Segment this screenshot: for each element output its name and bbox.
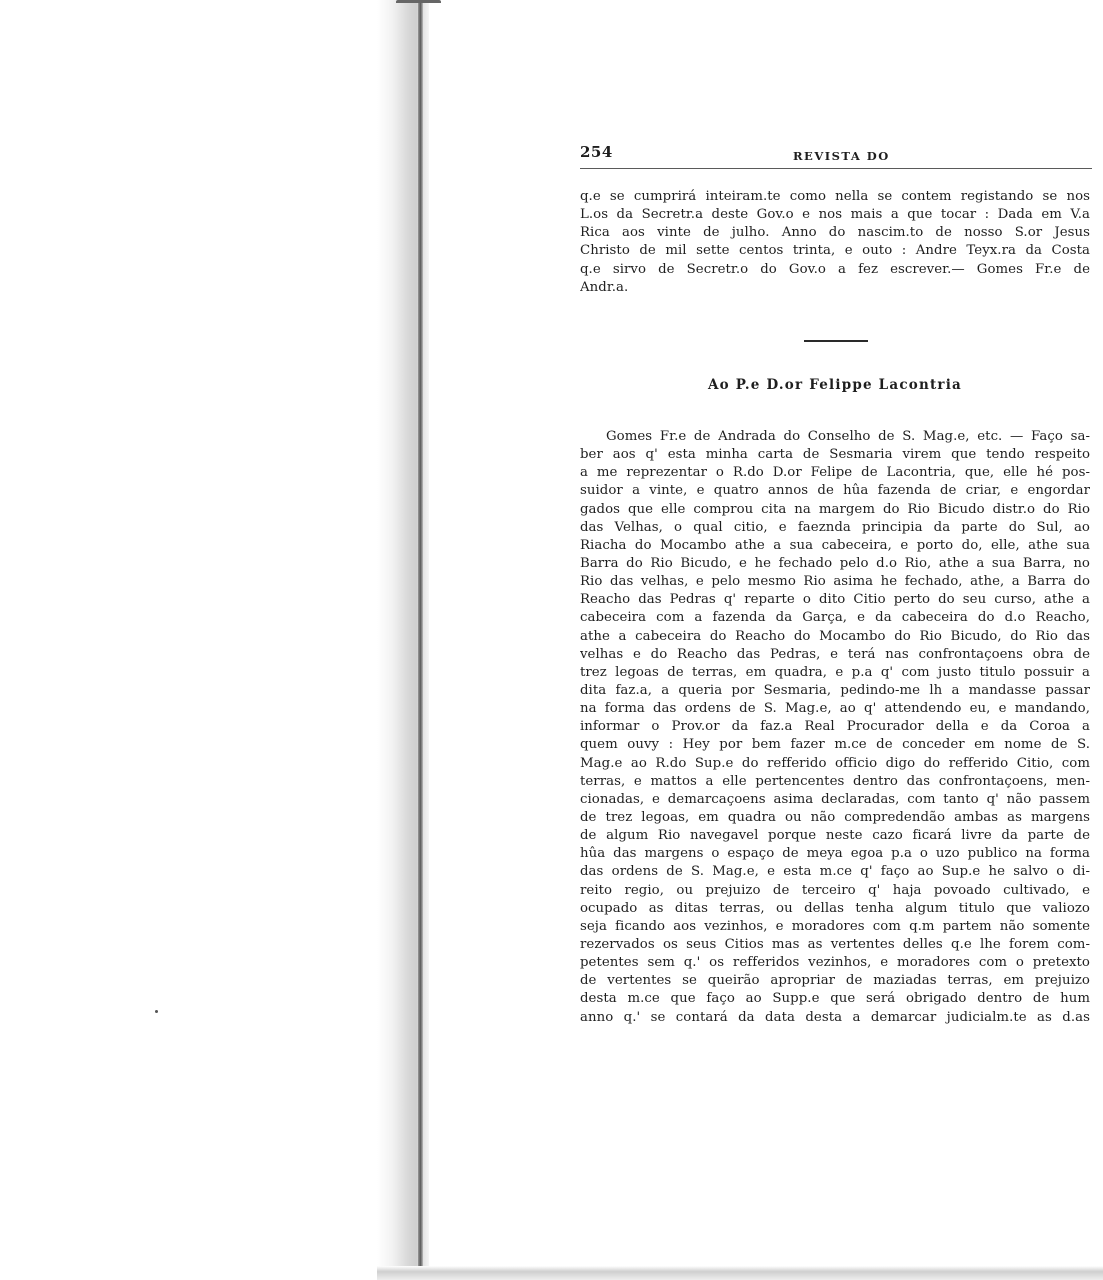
page-spine-edge <box>418 0 423 1280</box>
page-number: 254 <box>580 143 613 161</box>
text-line: q.e sirvo de Secretr.o do Gov.o a fez escrever.— Gomes Fr.e de <box>580 261 1090 277</box>
text-line: reito regio, ou prejuizo de terceiro q' haja povoado cultivado, e <box>580 882 1090 898</box>
text-line: de trez legoas, em quadra ou não compredendão ambas as margens <box>580 809 1090 825</box>
text-line: a me reprezentar o R.do D.or Felipe de Lacontria, que, elle hé pos- <box>580 465 1090 481</box>
text-line: das Velhas, o qual citio, e faeznda principia da parte do Sul, ao <box>580 519 1090 535</box>
text-line: L.os da Secretr.a deste Gov.o e nos mais a que tocar : Dada em V.a <box>580 207 1090 223</box>
text-line: ocupado as ditas terras, ou dellas tenha algum titulo que valiozo <box>580 900 1090 916</box>
text-line: gados que elle comprou cita na margem do Rio Bicudo distr.o do Rio <box>580 501 1090 517</box>
text-line: terras, e mattos a elle pertencentes dentro das confrontaçoens, men- <box>580 773 1090 789</box>
section-heading: Ao P.e D.or Felippe Lacontria <box>708 377 962 393</box>
text-line: q.e se cumprirá inteiram.te como nella se contem registando se nos <box>580 189 1090 204</box>
text-line: Rica aos vinte de julho. Anno do nascim.to de nosso S.or Jesus <box>580 225 1090 241</box>
scan-speck <box>155 1010 158 1013</box>
binding-mark <box>396 0 441 23</box>
text-line: das ordens de S. Mag.e, e esta m.ce q' faço ao Sup.e he salvo o di- <box>580 864 1090 880</box>
section-divider <box>804 340 868 342</box>
text-line: athe a cabeceira do Reacho do Mocambo do Rio Bicudo, do Rio das <box>580 628 1090 644</box>
text-line: Mag.e ao R.do Sup.e do refferido officio digo do refferido Citio, com <box>580 755 1090 771</box>
text-line: Rio das velhas, e pelo mesmo Rio asima he fechado, athe, a Barra do <box>580 574 1090 590</box>
text-line: anno q.' se contará da data desta a demarcar judicialm.te as d.as <box>580 1009 1090 1025</box>
text-line: seja ficando aos vezinhos, e moradores com q.m partem não somente <box>580 918 1090 934</box>
text-line: cabeceira com a fazenda da Garça, e da cabeceira do d.o Reacho, <box>580 610 1090 626</box>
text-line: de algum Rio navegavel porque neste cazo ficará livre da parte de <box>580 828 1090 844</box>
text-line: Barra do Rio Bicudo, e he fechado pelo d.o Rio, athe a sua Barra, no <box>580 555 1090 571</box>
text-line: rezervados os seus Citios mas as vertentes delles q.e lhe forem com- <box>580 936 1090 952</box>
text-line: cionadas, e demarcaçoens asima declaradas, com tanto q' não passem <box>580 791 1090 807</box>
text-line: informar o Prov.or da faz.a Real Procurador della e da Coroa a <box>580 719 1090 735</box>
page-bottom-edge <box>377 1266 1103 1280</box>
text-line: Gomes Fr.e de Andrada do Conselho de S. Mag.e, etc. — Faço sa- <box>606 429 1090 444</box>
text-line: de vertentes se queirão apropriar de maziadas terras, em prejuizo <box>580 973 1090 989</box>
text-line: ber aos q' esta minha carta de Sesmaria virem que tendo respeito <box>580 447 1090 463</box>
text-line: Riacha do Mocambo athe a sua cabeceira, e porto do, elle, athe sua <box>580 537 1090 553</box>
text-line: suidor a vinte, e quatro annos de hûa fazenda de criar, e engordar <box>580 483 1090 499</box>
text-line: petentes sem q.' os refferidos vezinhos, e moradores com o pretexto <box>580 955 1090 971</box>
sesmaria-letter-body <box>580 428 1090 1027</box>
text-line: velhas e do Reacho das Pedras, e terá nas confrontaçoens obra de <box>580 646 1090 662</box>
text-line: Reacho das Pedras q' reparte o dito Citio perto do seu curso, athe a <box>580 592 1090 608</box>
text-line: desta m.ce que faço ao Supp.e que será obrigado dentro de hum <box>580 991 1090 1007</box>
header-rule <box>580 168 1092 169</box>
running-title: REVISTA DO <box>793 149 890 163</box>
text-line: dita faz.a, a queria por Sesmaria, pedindo-me lh a mandasse passar <box>580 682 1090 698</box>
text-line: quem ouvy : Hey por bem fazer m.ce de conceder em nome de S. <box>580 737 1090 753</box>
text-line: na forma das ordens de S. Mag.e, ao q' attendendo eu, e mandando, <box>580 701 1090 717</box>
text-line: Christo de mil sette centos trinta, e outo : Andre Teyx.ra da Costa <box>580 243 1090 259</box>
text-line: hûa das margens o espaço de meya egoa p.a o uzo publico na forma <box>580 846 1090 862</box>
text-line: Andr.a. <box>580 279 629 295</box>
text-line: trez legoas de terras, em quadra, e p.a q' com justo titulo possuir a <box>580 664 1090 680</box>
previous-document-ending <box>580 188 1090 297</box>
